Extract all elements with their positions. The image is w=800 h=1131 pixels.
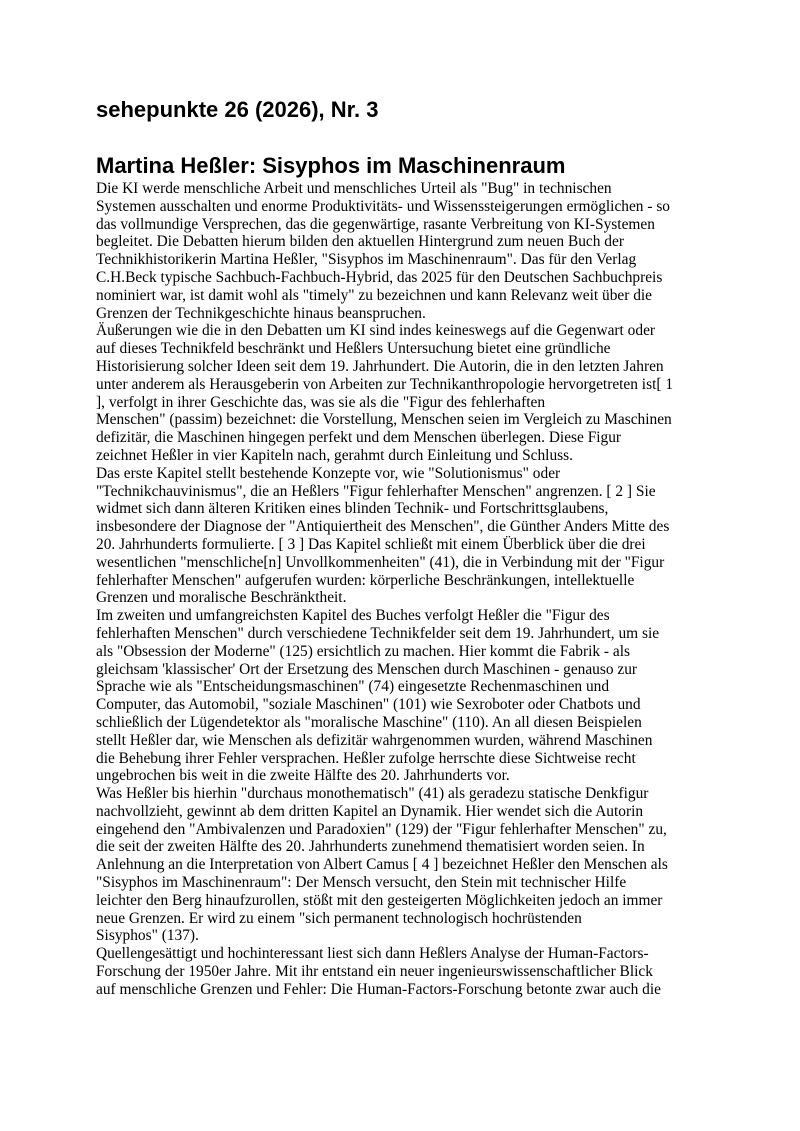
body-line: auf menschliche Grenzen und Fehler: Die Human-Factors-Forschung betonte zwar auch die xyxy=(96,980,661,998)
body-line: nominiert war, ist damit wohl als "timely" zu bezeichnen und kann Relevanz weit über die xyxy=(96,286,653,304)
review-body xyxy=(96,180,706,999)
journal-heading: sehepunkte 26 (2026), Nr. 3 xyxy=(96,97,379,122)
body-line: Was Heßler bis hierhin "durchaus monothematisch" (41) als geradezu statische Denkfigur xyxy=(96,785,649,803)
body-line: 20. Jahrhunderts formulierte. [ 3 ] Das Kapitel schließt mit einem Überblick über die drei xyxy=(96,535,646,553)
body-line: widmet sich dann älteren Kritiken eines blinden Technik- und Fortschrittsglaubens, xyxy=(96,500,609,518)
body-line: auf dieses Technikfeld beschränkt und Heßlers Untersuchung bietet eine gründliche xyxy=(96,340,611,358)
body-line: wesentlichen "menschliche[n] Unvollkommenheiten" (41), die in Verbindung mit der "Figur xyxy=(96,553,665,571)
body-line: Historisierung solcher Ideen seit dem 19. Jahrhundert. Die Autorin, die in den letzten Jahren xyxy=(96,357,664,375)
body-line: gleichsam 'klassischer' Ort der Ersetzung des Menschen durch Maschinen - genauso zur xyxy=(96,660,638,678)
body-line: Menschen" (passim) bezeichnet: die Vorstellung, Menschen seien im Vergleich zu Maschinen xyxy=(96,411,672,429)
body-line: stellt Heßler dar, wie Menschen als defizitär wahrgenommen wurden, während Maschinen xyxy=(96,731,653,749)
body-line: Das erste Kapitel stellt bestehende Konzepte vor, wie "Solutionismus" oder xyxy=(96,464,561,482)
body-line: Computer, das Automobil, "soziale Maschinen" (101) wie Sexroboter oder Chatbots und xyxy=(96,696,641,714)
body-line: zeichnet Heßler in vier Kapiteln nach, gerahmt durch Einleitung und Schluss. xyxy=(96,446,573,464)
body-line: neue Grenzen. Er wird zu einem "sich permanent technologisch hochrüstenden xyxy=(96,909,582,927)
body-line: begleitet. Die Debatten hierum bilden den aktuellen Hintergrund zum neuen Buch der xyxy=(96,233,624,251)
body-line: leichter den Berg hinaufzurollen, stößt mit den gesteigerten Möglichkeiten jedoch an immer xyxy=(96,891,663,909)
body-line: "Sisyphos im Maschinenraum": Der Mensch versucht, den Stein mit technischer Hilfe xyxy=(96,874,627,892)
body-line: fehlerhaften Menschen" durch verschiedene Technikfelder seit dem 19. Jahrhundert, um sie xyxy=(96,624,660,642)
body-line: Die KI werde menschliche Arbeit und menschliches Urteil als "Bug" in technischen xyxy=(96,180,612,197)
body-line: fehlerhafter Menschen" aufgerufen wurden: körperliche Beschränkungen, intellektuelle xyxy=(96,571,635,589)
body-line: Forschung der 1950er Jahre. Mit ihr entstand ein neuer ingenieurswissenschaftlicher Blick xyxy=(96,963,653,981)
body-line: Systemen ausschalten und enorme Produktivitäts- und Wissenssteigerungen ermöglichen - so xyxy=(96,197,670,215)
body-line: C.H.Beck typische Sachbuch-Fachbuch-Hybrid, das 2025 für den Deutschen Sachbuchpreis xyxy=(96,268,663,286)
body-line: die seit der zweiten Hälfte des 20. Jahrhunderts zunehmend thematisiert worden seien. In xyxy=(96,838,645,856)
body-line: "Technikchauvinismus", die an Heßlers "Figur fehlerhafter Menschen" angrenzen. [ 2 ] Sie xyxy=(96,482,656,500)
body-line: als "Obsession der Moderne" (125) ersichtlich zu machen. Hier kommt die Fabrik - als xyxy=(96,642,630,660)
body-line: die Behebung ihrer Fehler versprachen. Heßler zufolge herrschte diese Sichtweise recht xyxy=(96,749,636,767)
body-line: unter anderem als Herausgeberin von Arbeiten zur Technikanthropologie hervorgetreten ist[ 1 xyxy=(96,375,674,393)
body-line: Quellengesättigt und hochinteressant liest sich dann Heßlers Analyse der Human-Factors- xyxy=(96,945,649,963)
body-line: Sprache wie als "Entscheidungsmaschinen" (74) eingesetzte Rechenmaschinen und xyxy=(96,678,610,696)
review-title: Martina Heßler: Sisyphos im Maschinenraum xyxy=(96,153,566,178)
body-line: Technikhistorikerin Martina Heßler, "Sisyphos im Maschinenraum". Das für den Verlag xyxy=(96,251,637,269)
body-line: ], verfolgt in ihrer Geschichte das, was sie als die "Figur des fehlerhaften xyxy=(96,393,546,411)
body-line: Grenzen der Technikgeschichte hinaus beanspruchen. xyxy=(96,304,426,322)
body-line: schließlich der Lügendetektor als "moralische Maschine" (110). An all diesen Beispielen xyxy=(96,713,642,731)
body-line: nachvollzieht, gewinnt ab dem dritten Kapitel an Dynamik. Hier wendet sich die Autorin xyxy=(96,802,644,820)
body-line: eingehend den "Ambivalenzen und Paradoxien" (129) der "Figur fehlerhafter Menschen" zu, xyxy=(96,820,667,838)
body-line: Sisyphos" (137). xyxy=(96,927,199,945)
body-line: defizitär, die Maschinen hingegen perfekt und dem Menschen überlegen. Diese Figur xyxy=(96,429,622,447)
body-line: Anlehnung an die Interpretation von Albert Camus [ 4 ] bezeichnet Heßler den Menschen als xyxy=(96,856,668,874)
body-line: Grenzen und moralische Beschränktheit. xyxy=(96,589,347,607)
body-line: ungebrochen bis weit in die zweite Hälfte des 20. Jahrhunderts vor. xyxy=(96,767,510,785)
body-line: Äußerungen wie die in den Debatten um KI sind indes keineswegs auf die Gegenwart oder xyxy=(96,322,656,340)
body-line: Im zweiten und umfangreichsten Kapitel des Buches verfolgt Heßler die "Figur des xyxy=(96,607,610,625)
review-page xyxy=(96,92,706,999)
body-line: insbesondere der Diagnose der "Antiquiertheit des Menschen", die Günther Anders Mitte des xyxy=(96,518,670,536)
body-line: das vollmundige Versprechen, das die gegenwärtige, rasante Verbreitung von KI-Systemen xyxy=(96,215,655,233)
